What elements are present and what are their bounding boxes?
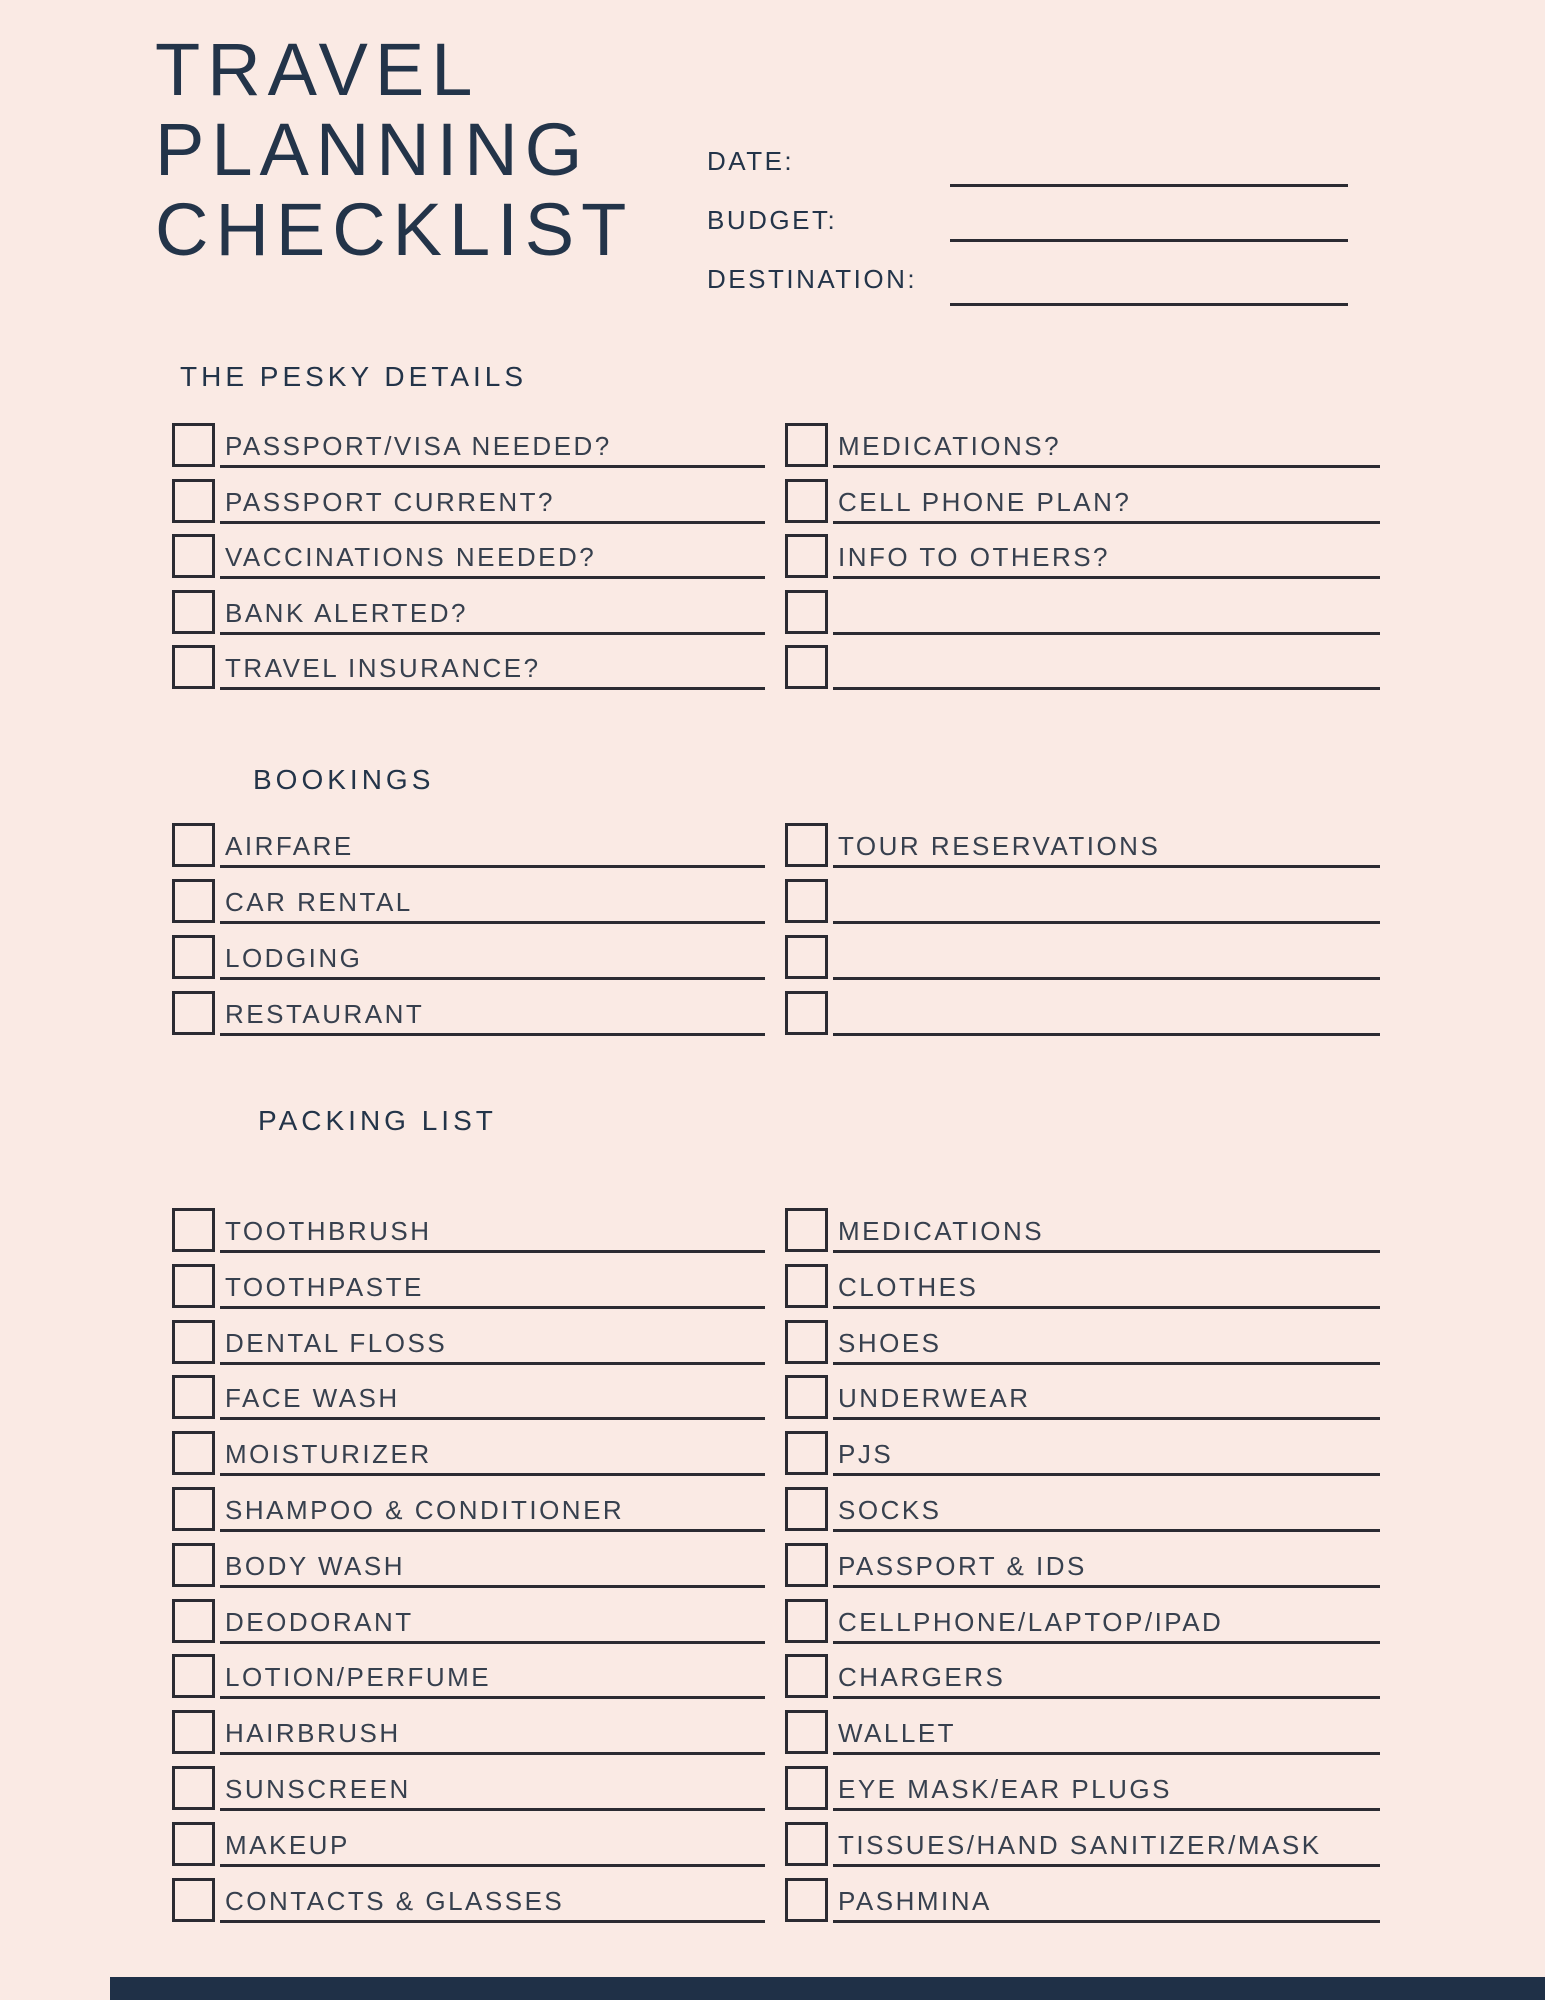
checklist-item-label: TOUR RESERVATIONS [838, 831, 1161, 861]
checkbox[interactable] [785, 1654, 828, 1698]
checklist-row [785, 1878, 1380, 1934]
fill-in-line[interactable] [833, 1473, 1380, 1476]
section-heading-bookings: BOOKINGS [253, 764, 435, 795]
field-destination-label: DESTINATION: [707, 264, 918, 294]
checkbox[interactable] [785, 423, 828, 467]
checklist-row [785, 1654, 1380, 1710]
checkbox[interactable] [172, 1543, 215, 1587]
packing-list-right-column [785, 1208, 1380, 1933]
checklist-item-label: VACCINATIONS NEEDED? [225, 542, 597, 572]
checklist-row [172, 1431, 765, 1487]
checklist-row [172, 1878, 765, 1934]
page-title-line-2: PLANNING [155, 108, 590, 191]
checkbox[interactable] [785, 534, 828, 578]
fill-in-line[interactable] [833, 977, 1380, 980]
packing-list-left-column [172, 1208, 765, 1933]
checkbox[interactable] [785, 823, 828, 867]
checkbox[interactable] [785, 879, 828, 923]
checklist-row [785, 991, 1380, 1047]
checklist-item-label: BANK ALERTED? [225, 597, 469, 628]
checklist-row [785, 1710, 1380, 1766]
checkbox[interactable] [172, 1766, 215, 1810]
checklist-row [172, 1320, 765, 1376]
checklist-row [785, 1320, 1380, 1376]
checkbox[interactable] [785, 1710, 828, 1754]
checklist-item-label: MOISTURIZER [225, 1439, 432, 1470]
checklist-item-label: TOOTHBRUSH [225, 1216, 432, 1246]
checklist-row [172, 590, 765, 646]
checklist-row [172, 1766, 765, 1822]
checkbox[interactable] [172, 1375, 215, 1419]
checkbox[interactable] [172, 935, 215, 979]
checkbox[interactable] [785, 1878, 828, 1922]
checklist-row [172, 1822, 765, 1878]
checkbox[interactable] [785, 645, 828, 689]
checkbox[interactable] [172, 1822, 215, 1866]
checkbox[interactable] [785, 1431, 828, 1475]
checkbox[interactable] [785, 1375, 828, 1419]
checkbox[interactable] [172, 1599, 215, 1643]
checkbox[interactable] [172, 1710, 215, 1754]
pesky-details-right-column [785, 423, 1380, 701]
checklist-item-label: HAIRBRUSH [225, 1718, 401, 1749]
checkbox[interactable] [785, 479, 828, 523]
checklist-item-label: AIRFARE [225, 831, 354, 861]
checkbox[interactable] [172, 1264, 215, 1308]
checkbox[interactable] [172, 1208, 215, 1252]
fill-in-line[interactable] [833, 921, 1380, 924]
checklist-item-label: CELLPHONE/LAPTOP/IPAD [838, 1606, 1224, 1637]
checklist-item-label: TOOTHPASTE [225, 1271, 424, 1302]
checklist-item-label: LOTION/PERFUME [225, 1662, 492, 1693]
checklist-row [172, 1599, 765, 1655]
checklist-item-label: SOCKS [838, 1494, 942, 1525]
pesky-details-left-column [172, 423, 765, 701]
checklist-item-label: DENTAL FLOSS [225, 1327, 448, 1358]
checklist-row [785, 1487, 1380, 1543]
checklist-row [172, 645, 765, 701]
checklist-row [172, 879, 765, 935]
fill-in-line[interactable] [833, 687, 1380, 690]
checkbox[interactable] [172, 1487, 215, 1531]
checklist-row [785, 479, 1380, 535]
checkbox[interactable] [172, 1431, 215, 1475]
section-heading-pesky-details: THE PESKY DETAILS [180, 361, 528, 392]
page-title-line-3: CHECKLIST [155, 188, 634, 271]
checklist-row [785, 534, 1380, 590]
checklist-item-label: PASSPORT CURRENT? [225, 486, 556, 517]
checklist-row [785, 1208, 1380, 1264]
checkbox[interactable] [172, 479, 215, 523]
checklist-item-label: MEDICATIONS? [838, 431, 1062, 461]
checkbox[interactable] [172, 534, 215, 578]
checklist-row [172, 1208, 765, 1264]
checklist-item-label: DEODORANT [225, 1606, 414, 1637]
checklist-item-label: WALLET [838, 1718, 957, 1749]
checklist-row [172, 534, 765, 590]
checkbox[interactable] [785, 1264, 828, 1308]
checklist-row [785, 1375, 1380, 1431]
section-heading-packing-list: PACKING LIST [258, 1105, 497, 1136]
checklist-row [785, 823, 1380, 879]
checklist-item-label: BODY WASH [225, 1550, 405, 1581]
checklist-row [785, 1822, 1380, 1878]
checklist-row [785, 423, 1380, 479]
checklist-item-label: PASSPORT & IDS [838, 1550, 1087, 1581]
page-title [155, 30, 633, 270]
checklist-row [172, 1487, 765, 1543]
checklist-row [785, 879, 1380, 935]
checklist-row [172, 1543, 765, 1599]
checklist-row [172, 1375, 765, 1431]
checklist-row [785, 1599, 1380, 1655]
checklist-item-label: PASHMINA [838, 1885, 992, 1916]
checklist-item-label: PJS [838, 1439, 894, 1470]
checkbox[interactable] [172, 1654, 215, 1698]
checkbox[interactable] [172, 823, 215, 867]
checkbox[interactable] [785, 1208, 828, 1252]
checklist-row [785, 1543, 1380, 1599]
field-date-line[interactable] [950, 184, 1348, 187]
checklist-row [172, 991, 765, 1047]
checkbox[interactable] [785, 1487, 828, 1531]
checklist-item-label: TISSUES/HAND SANITIZER/MASK [838, 1829, 1322, 1860]
page-title-line-1: TRAVEL [155, 28, 480, 111]
checklist-item-label: TRAVEL INSURANCE? [225, 653, 541, 683]
checkbox[interactable] [172, 590, 215, 634]
checkbox[interactable] [785, 1822, 828, 1866]
checkbox[interactable] [172, 1878, 215, 1922]
checkbox[interactable] [785, 1320, 828, 1364]
checklist-item-label: UNDERWEAR [838, 1383, 1031, 1414]
checkbox[interactable] [785, 935, 828, 979]
field-date-label: DATE: [707, 146, 795, 176]
checkbox[interactable] [785, 1766, 828, 1810]
checklist-item-label: CAR RENTAL [225, 887, 413, 917]
checklist-row [172, 479, 765, 535]
footer-accent-bar [110, 1977, 1545, 2000]
checklist-item-label: CHARGERS [838, 1662, 1006, 1693]
field-budget-label: BUDGET: [707, 205, 838, 235]
checklist-item-label: INFO TO OTHERS? [838, 542, 1111, 572]
checklist-row [785, 1431, 1380, 1487]
checklist-row [172, 1264, 765, 1320]
checklist-row [785, 590, 1380, 646]
checklist-row [785, 935, 1380, 991]
checklist-row [172, 935, 765, 991]
checklist-row [172, 423, 765, 479]
checklist-item-label: CELL PHONE PLAN? [838, 486, 1132, 517]
checklist-row [172, 1710, 765, 1766]
checklist-item-label: FACE WASH [225, 1383, 400, 1414]
field-budget-line[interactable] [950, 239, 1348, 242]
checkbox[interactable] [172, 1320, 215, 1364]
checklist-item-label: RESTAURANT [225, 999, 425, 1029]
checkbox[interactable] [785, 991, 828, 1035]
checkbox[interactable] [172, 645, 215, 689]
checklist-row [172, 1654, 765, 1710]
checkbox[interactable] [785, 1599, 828, 1643]
checkbox[interactable] [785, 1543, 828, 1587]
checklist-row [785, 645, 1380, 701]
checkbox[interactable] [785, 590, 828, 634]
checklist-item-label: MAKEUP [225, 1829, 350, 1860]
checklist-item-label: MEDICATIONS [838, 1216, 1045, 1246]
fill-in-line[interactable] [833, 1033, 1380, 1036]
checklist-item-label: SHOES [838, 1327, 942, 1358]
checklist-item-label: CLOTHES [838, 1271, 979, 1302]
checkbox[interactable] [172, 879, 215, 923]
bookings-right-column [785, 823, 1380, 1047]
field-destination-line[interactable] [950, 303, 1348, 306]
checklist-item-label: CONTACTS & GLASSES [225, 1885, 565, 1916]
checklist-item-label: LODGING [225, 943, 363, 973]
checklist-item-label: PASSPORT/VISA NEEDED? [225, 431, 612, 461]
checkbox[interactable] [172, 991, 215, 1035]
bookings-left-column [172, 823, 765, 1047]
checklist-row [785, 1264, 1380, 1320]
checklist-item-label: SUNSCREEN [225, 1773, 411, 1804]
checklist-row [172, 823, 765, 879]
checklist-row [785, 1766, 1380, 1822]
checkbox[interactable] [172, 423, 215, 467]
fill-in-line[interactable] [833, 632, 1380, 635]
checklist-item-label: SHAMPOO & CONDITIONER [225, 1494, 625, 1525]
checklist-item-label: EYE MASK/EAR PLUGS [838, 1773, 1172, 1804]
